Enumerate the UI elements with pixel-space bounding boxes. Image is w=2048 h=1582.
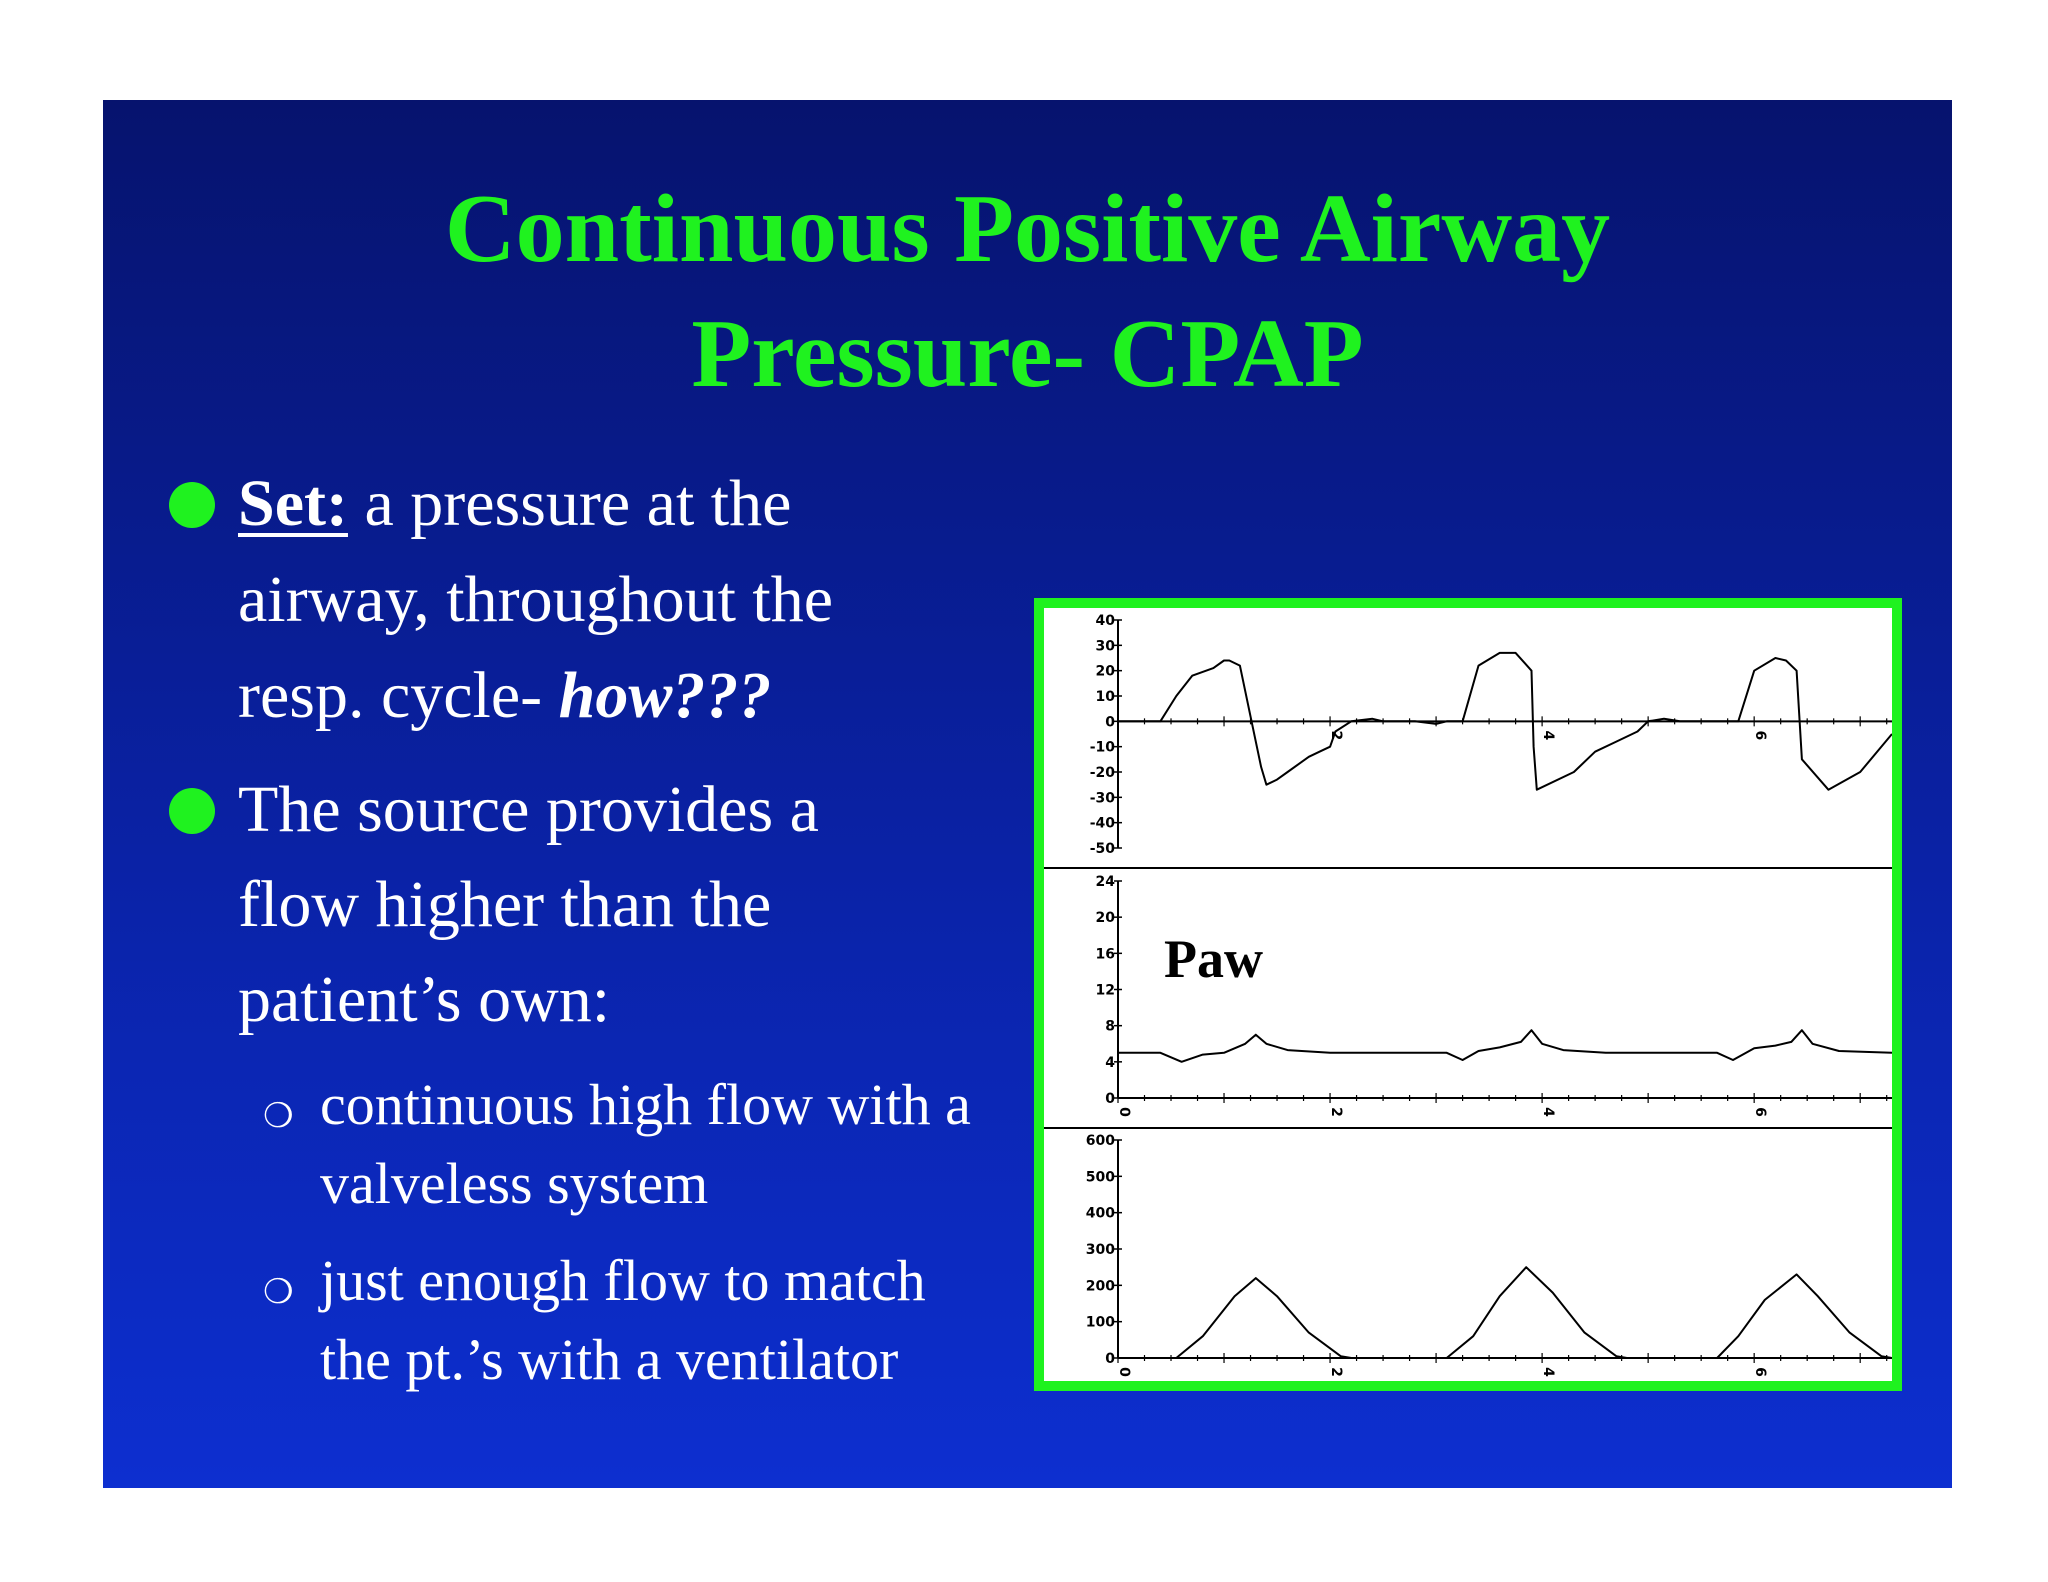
filled-circle-icon [169, 482, 215, 528]
panel-2-waveform-1 [1118, 1030, 1892, 1062]
open-circle-icon: ❍ [263, 1096, 294, 1136]
panel-1-y-tick-label: 40 [1095, 613, 1115, 629]
waveform-svg [1044, 608, 1892, 1381]
panel-2-y-tick-label: 0 [1105, 1091, 1115, 1107]
bullet-1-line-1-text: a pressure at the [364, 467, 792, 540]
slide-title-line-1: Continuous Positive Airway [444, 175, 1611, 283]
sub-bullet-1-line-1: continuous high flow with a [320, 1072, 971, 1137]
slide [103, 100, 1952, 1488]
bullet-1-line-3-text: resp. cycle- [238, 659, 559, 732]
panel-1-y-tick-label: -10 [1089, 739, 1115, 756]
bullet-2-line-3: patient’s own: [238, 963, 611, 1036]
panel-2-y-tick-label: 8 [1105, 1018, 1115, 1035]
panel-3-y-tick-label: 400 [1085, 1205, 1115, 1222]
panel-3-y-tick-label: 600 [1085, 1133, 1115, 1149]
panel-2-y-tick-label: 12 [1095, 982, 1115, 999]
panel-2-x-tick-label: 2 [1328, 1107, 1345, 1117]
panel-2-y-tick-label: 4 [1105, 1054, 1115, 1071]
bullet-1-emphasis: how??? [558, 659, 772, 732]
panel-1-y-tick-label: -50 [1089, 841, 1115, 857]
panel-2-y-tick-label: 20 [1095, 910, 1115, 927]
panel-3-x-tick-label: 4 [1540, 1367, 1557, 1377]
panel-3-y-tick-label: 0 [1105, 1351, 1115, 1367]
sub-bullet-1-line-2: valveless system [320, 1151, 709, 1216]
open-circle-icon: ❍ [263, 1272, 294, 1312]
bullet-1-line-2: airway, throughout the [238, 563, 834, 636]
bullet-1-line-3 [238, 659, 772, 732]
bullet-2-line-2: flow higher than the [238, 868, 772, 941]
ventilator-waveform-chart [1034, 598, 1902, 1391]
panel-3-x-tick-label: 2 [1328, 1367, 1345, 1377]
panel-3-x-tick-label: 0 [1116, 1367, 1132, 1377]
panel-2-y-tick-label: 24 [1095, 874, 1115, 890]
panel-2-y-tick-label: 16 [1095, 946, 1115, 963]
panel-1-y-tick-label: 10 [1095, 689, 1115, 705]
panel-3-y-tick-label: 500 [1085, 1169, 1115, 1186]
panel-1-y-tick-label: -20 [1089, 765, 1115, 781]
filled-circle-icon [169, 788, 215, 834]
panel-1-y-tick-label: 30 [1095, 638, 1115, 655]
panel-1-y-tick-label: 20 [1095, 663, 1115, 680]
panel-3-y-tick-label: 200 [1085, 1278, 1115, 1295]
sub-bullet-2-line-1: just enough flow to match [320, 1248, 926, 1313]
panel-2-x-tick-label: 6 [1752, 1107, 1769, 1117]
panel-3-y-tick-label: 100 [1085, 1314, 1115, 1331]
panel-1-y-tick-label: -30 [1089, 790, 1115, 807]
panel-1-y-tick-label: 0 [1105, 714, 1115, 731]
panel-1-x-tick-label: 6 [1752, 730, 1769, 741]
sub-bullet-2-line-2: the pt.’s with a ventilator [320, 1327, 899, 1392]
panel-1-x-tick-label: 4 [1540, 730, 1557, 741]
panel-3-y-tick-label: 300 [1085, 1242, 1115, 1258]
slide-title-line-2: Pressure- CPAP [691, 300, 1364, 408]
bullet-2-line-1: The source provides a [238, 773, 819, 846]
bullet-1-label: Set: [238, 467, 348, 540]
panel-1-y-tick-label: -40 [1089, 815, 1115, 832]
bullet-1-line-1 [238, 467, 792, 540]
panel-2-x-tick-label: 4 [1540, 1107, 1557, 1117]
panel-1-x-tick-label: 2 [1328, 730, 1345, 741]
panel-3-x-tick-label: 6 [1752, 1367, 1769, 1377]
panel-2-title: Paw [1164, 929, 1263, 989]
panel-3-waveform-1 [1118, 1267, 1892, 1358]
panel-2-x-tick-label: 0 [1116, 1107, 1132, 1117]
